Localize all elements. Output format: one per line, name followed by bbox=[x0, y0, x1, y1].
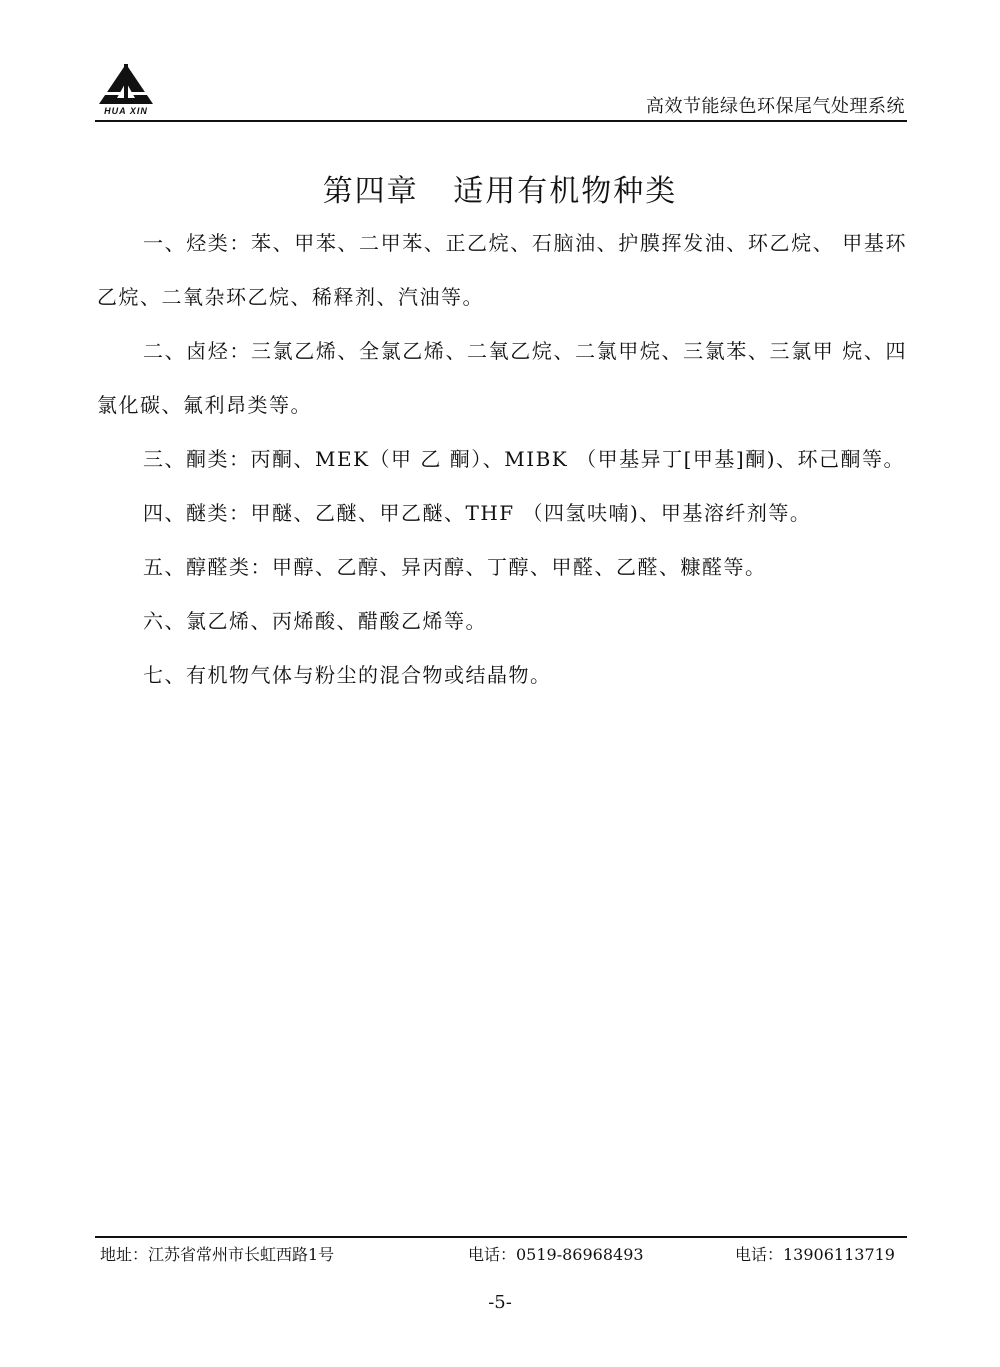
document-body bbox=[97, 216, 907, 702]
header-divider bbox=[95, 120, 907, 122]
footer-phone-landline: 电话：0519-86968493 bbox=[468, 1245, 644, 1264]
paragraph-halohydrocarbons: 二、卤烃：三氯乙烯、全氯乙烯、二氧乙烷、二氯甲烷、三氯苯、三氯甲 烷、四氯化碳、氟利昂类等。 bbox=[97, 339, 907, 417]
company-logo bbox=[95, 62, 157, 118]
footer-address: 地址：江苏省常州市长虹西路1号 bbox=[100, 1245, 335, 1264]
footer-divider bbox=[95, 1236, 907, 1238]
page-header bbox=[95, 62, 907, 122]
paragraph-mixtures: 七、有机物气体与粉尘的混合物或结晶物。 bbox=[143, 663, 552, 687]
footer-phone-mobile: 电话：13906113719 bbox=[735, 1245, 895, 1264]
page-number: -5- bbox=[488, 1292, 512, 1313]
paragraph-alcohols-aldehydes: 五、醇醛类：甲醇、乙醇、异丙醇、丁醇、甲醛、乙醛、糠醛等。 bbox=[143, 555, 767, 579]
paragraph-ketones: 三、酮类：丙酮、MEK（甲 乙 酮）、MIBK （甲基异丁[甲基]酮)、环己酮等。 bbox=[143, 447, 906, 471]
paragraph-vinyl-compounds: 六、氯乙烯、丙烯酸、醋酸乙烯等。 bbox=[143, 609, 487, 633]
chapter-title: 第四章 适用有机物种类 bbox=[322, 174, 678, 209]
paragraph-ethers: 四、醚类：甲醚、乙醚、甲乙醚、THF （四氢呋喃)、甲基溶纤剂等。 bbox=[143, 501, 812, 525]
paragraph-hydrocarbons: 一、烃类：苯、甲苯、二甲苯、正乙烷、石脑油、护膜挥发油、环乙烷、 甲基环乙烷、二氧杂环乙烷、稀释剂、汽油等。 bbox=[97, 231, 907, 309]
header-title: 高效节能绿色环保尾气处理系统 bbox=[646, 96, 905, 117]
triangle-logo-icon bbox=[95, 62, 157, 108]
logo-text: HUA XIN bbox=[104, 106, 148, 116]
